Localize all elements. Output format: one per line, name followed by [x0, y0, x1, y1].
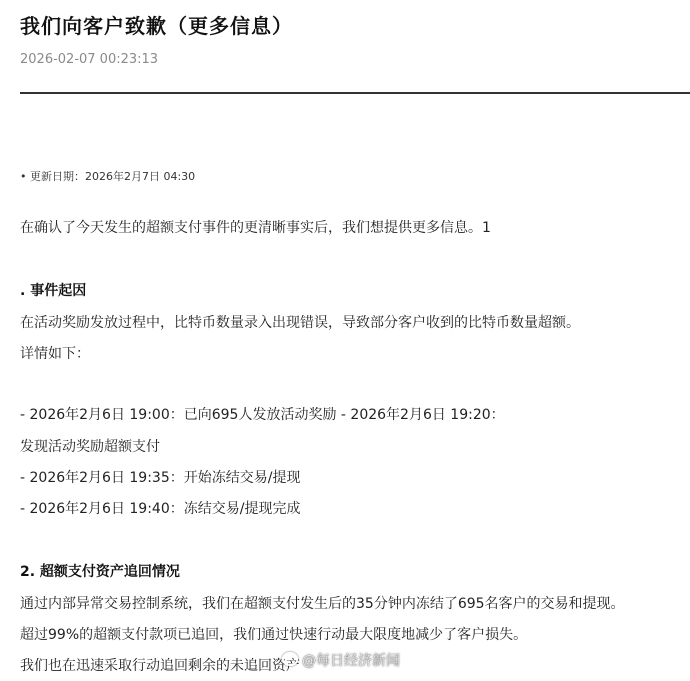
divider [20, 92, 690, 94]
weibo-icon [282, 652, 298, 666]
recovery-paragraph: 通过内部异常交易控制系统，我们在超额支付发生后的35分钟内冻结了695名客户的交易和提现。 [20, 596, 625, 612]
watermark-text: @每日经济新闻 [302, 653, 400, 669]
intro-paragraph: 在确认了今天发生的超额支付事件的更清晰事实后，我们想提供更多信息。1 [20, 220, 491, 236]
publish-date: 2026-02-07 00:23:13 [20, 52, 159, 67]
section-heading-recovery: 2. 超额支付资产追回情况 [20, 564, 180, 580]
cause-paragraph: 在活动奖励发放过程中，比特币数量录入出现错误，导致部分客户收到的比特币数量超额。 [20, 315, 580, 331]
timeline-item: - 2026年2月6日 19:00：已向695人发放活动奖励 - 2026年2月6日 19:20： [20, 407, 505, 423]
recovery-paragraph: 我们也在迅速采取行动追回剩余的未追回资产 [20, 658, 300, 674]
source-watermark [282, 651, 400, 671]
details-label: 详情如下： [20, 346, 90, 362]
update-date: • 更新日期：2026年2月7日 04:30 [20, 170, 196, 183]
recovery-paragraph: 超过99%的超额支付款项已追回，我们通过快速行动最大限度地减少了客户损失。 [20, 627, 528, 643]
timeline-item: 发现活动奖励超额支付 [20, 439, 160, 455]
timeline-item: - 2026年2月6日 19:40：冻结交易/提现完成 [20, 501, 301, 517]
timeline-item: - 2026年2月6日 19:35：开始冻结交易/提现 [20, 470, 301, 486]
section-heading-cause: . 事件起因 [20, 283, 87, 299]
article-title: 我们向客户致歉（更多信息） [20, 14, 293, 38]
